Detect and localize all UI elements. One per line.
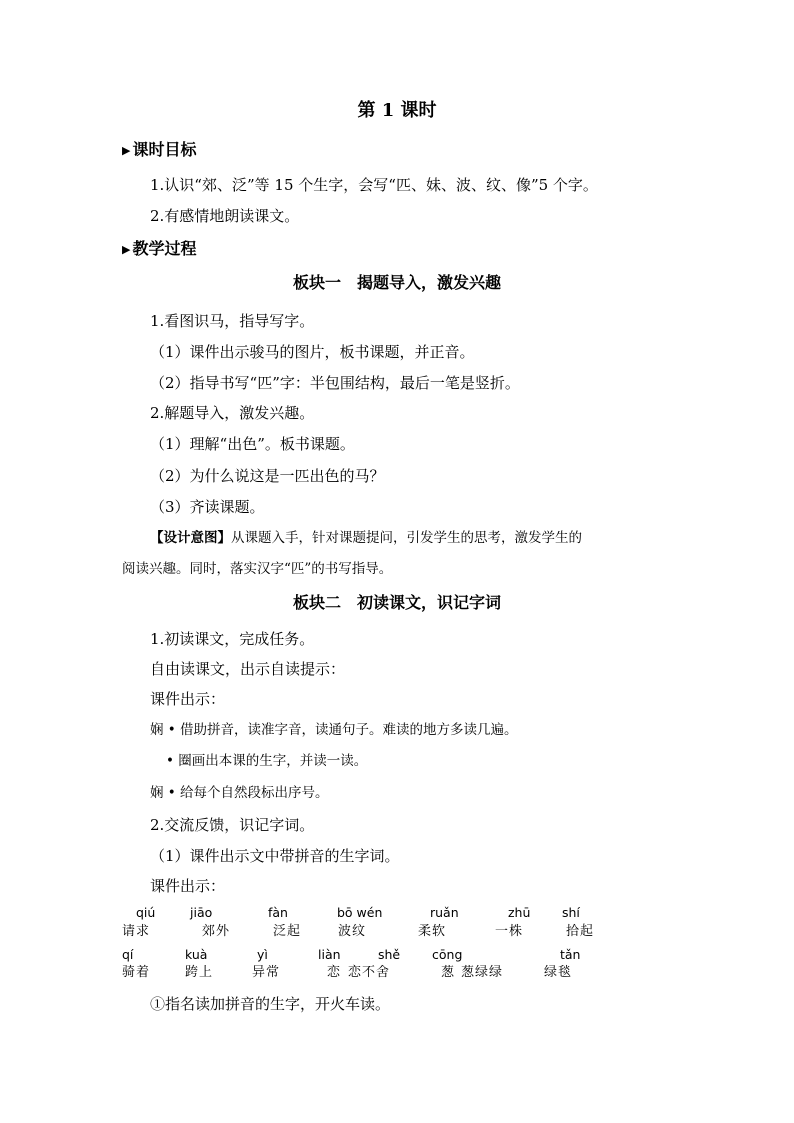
paragraph-line: 2.解题导入，激发兴趣。 (150, 404, 315, 422)
block-heading: 板块一 揭题导入，激发兴趣 (292, 273, 501, 292)
vocab-word: 柔软 (418, 924, 447, 939)
design-intent-label: 【设计意图】 (150, 530, 231, 546)
pinyin: yì (257, 947, 268, 962)
section-heading-text: 课时目标 (132, 140, 197, 159)
tip-item: 娴 • 给每个自然段标出序号。 (150, 785, 329, 801)
page-title: 第 1 课时 (357, 100, 437, 121)
paragraph-line: （1）课件出示骏马的图片，板书课题，并正音。 (150, 343, 475, 361)
pinyin: ruǎn (430, 905, 459, 920)
pinyin: qiú (136, 905, 156, 920)
pinyin: zhū (508, 905, 531, 920)
vocab-word: 波纹 (338, 924, 367, 939)
paragraph-line: ①指名读加拼音的生字，开火车读。 (150, 995, 391, 1013)
pinyin: fàn (268, 905, 288, 920)
paragraph-line: 课件出示： (150, 690, 226, 708)
pinyin: cōng (432, 947, 463, 962)
section-heading-objectives (122, 140, 196, 161)
pinyin: kuà (185, 947, 208, 962)
vocab-word: 葱 (441, 965, 456, 980)
paragraph-line: （3）齐读课题。 (150, 498, 265, 516)
pinyin: shě (378, 947, 401, 962)
vocab-word: 恋 (327, 965, 342, 980)
pinyin: bō wén (337, 905, 383, 920)
objective-item: 1.认识“郊、泛”等 15 个生字，会写“匹、妹、波、纹、像”5 个字。 (150, 176, 598, 194)
paragraph-line: 2.交流反馈，识记字词。 (150, 816, 315, 834)
paragraph-line: （1）课件出示文中带拼音的生字词。 (150, 847, 400, 865)
pinyin: shí (562, 905, 580, 920)
design-intent-text: 阅读兴趣。同时，落实汉字“匹”的书写指导。 (122, 561, 393, 577)
paragraph-line: 1.初读课文，完成任务。 (150, 630, 315, 648)
pinyin: liàn (318, 947, 341, 962)
vocab-word: 骑着 (122, 965, 151, 980)
paragraph-line: 自由读课文，出示自读提示： (150, 660, 346, 678)
paragraph-line: （2）为什么说这是一匹出色的马？ (150, 467, 385, 485)
block-heading: 板块二 初读课文，识记字词 (292, 593, 501, 612)
triangle-bullet-icon: ▶ (122, 243, 131, 256)
paragraph-line: （2）指导书写“匹”字：半包围结构，最后一笔是竖折。 (150, 374, 520, 392)
vocab-word: 请求 (122, 924, 151, 939)
tip-item: • 圈画出本课的生字，并读一读。 (166, 753, 368, 769)
vocab-word: 郊外 (202, 924, 231, 939)
vocab-word: 葱绿绿 (461, 965, 504, 980)
objective-item: 2.有感情地朗读课文。 (150, 207, 300, 225)
vocab-word: 跨上 (185, 965, 214, 980)
vocab-word: 一株 (495, 924, 524, 939)
vocab-word: 异常 (252, 965, 281, 980)
pinyin: tǎn (560, 947, 581, 962)
paragraph-line: 1.看图识马，指导写字。 (150, 312, 315, 330)
paragraph-line: 课件出示： (150, 877, 226, 895)
vocab-word: 泛起 (273, 924, 302, 939)
design-intent (150, 528, 582, 548)
vocab-word: 恋不舍 (348, 965, 391, 980)
pinyin: jiāo (190, 905, 213, 920)
pinyin: qí (122, 947, 134, 962)
section-heading-process (122, 239, 196, 260)
triangle-bullet-icon: ▶ (122, 144, 131, 157)
vocab-word: 拾起 (566, 924, 595, 939)
paragraph-line: （1）理解“出色”。板书课题。 (150, 435, 355, 453)
design-intent-text: 从课题入手，针对课题提问，引发学生的思考，激发学生的 (231, 530, 582, 546)
section-heading-text: 教学过程 (132, 239, 197, 258)
vocab-word: 绿毯 (544, 965, 573, 980)
tip-item: 娴 • 借助拼音，读准字音，读通句子。难读的地方多读几遍。 (150, 722, 518, 738)
